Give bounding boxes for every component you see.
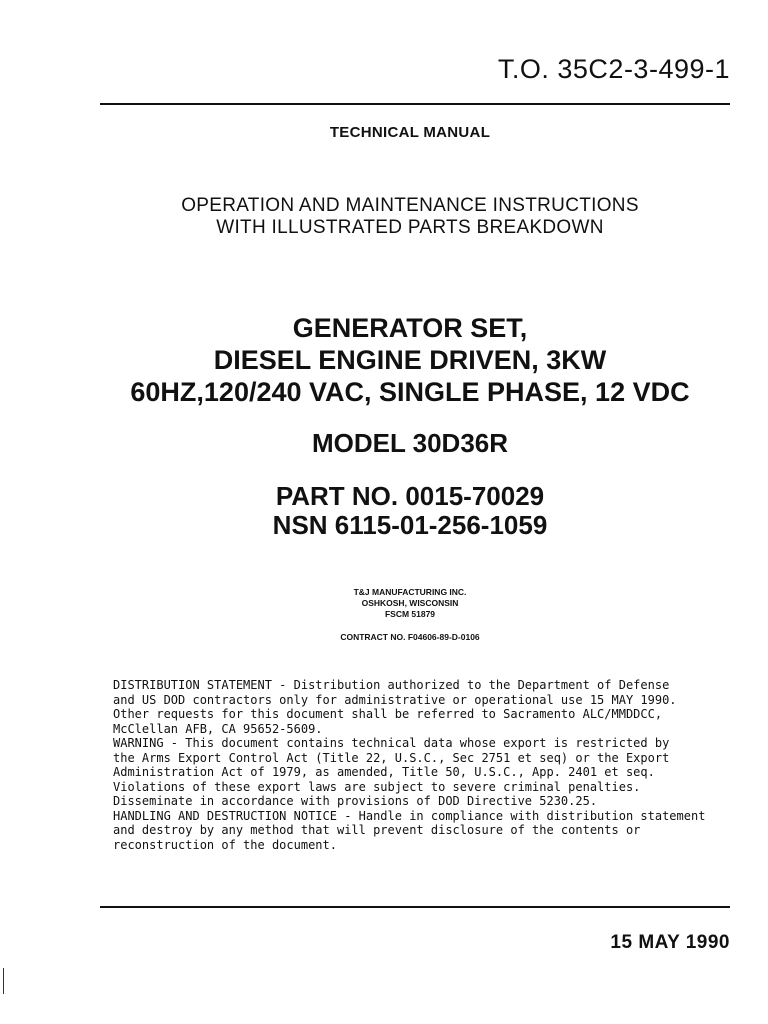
operation-title — [0, 195, 768, 239]
model-number: MODEL 30D36R — [311, 428, 509, 458]
nsn-number: NSN 6115-01-256-1059 — [272, 510, 548, 540]
manufacturer-name: T&J MANUFACTURING INC. — [353, 587, 467, 597]
part-number: PART NO. 0015-70029 — [275, 481, 545, 511]
publication-date: 15 MAY 1990 — [610, 932, 730, 953]
operation-title-line-1: OPERATION AND MAINTENANCE INSTRUCTIONS — [181, 195, 639, 216]
manufacturer-fscm: FSCM 51879 — [384, 609, 436, 619]
contract-number: CONTRACT NO. F04606-89-D-0106 — [340, 632, 480, 642]
operation-title-line-2: WITH ILLUSTRATED PARTS BREAKDOWN — [216, 217, 604, 238]
manual-type-label: TECHNICAL MANUAL — [329, 124, 491, 141]
equipment-title-line-1: GENERATOR SET, — [292, 313, 528, 343]
to-number: T.O. 35C2-3-499-1 — [497, 54, 730, 84]
part-identification — [0, 482, 768, 540]
equipment-title-line-3: 60HZ,120/240 VAC, SINGLE PHASE, 12 VDC — [130, 377, 690, 407]
top-divider — [100, 103, 730, 105]
manufacturer-block — [0, 587, 768, 620]
distribution-statement: DISTRIBUTION STATEMENT - Distribution authorized to the Department of Defense and US DOD contractors only for administrative or operational use 15 MAY 1990. Other requests for this document shall be referred to Sacramento ALC/MMDDCC, McClellan AFB, CA 95652-5609. WARNING - This document contains technical data whose export is restricted by the Arms Export Control Act (Title 22, U.S.C., Sec 2751 et seq) or the Export Administration Act of 1979, as amended, Title 50, U.S.C., App. 2401 et seq. Violations of these export laws are subject to severe criminal penalties. Disseminate in accordance with provisions of DOD Directive 5230.25. HANDLING AND DESTRUCTION NOTICE - Handle in compliance with distribution statement and destroy by any method that will prevent disclosure of the contents or reconstruction of the document. — [113, 678, 706, 852]
manufacturer-location: OSHKOSH, WISCONSIN — [361, 598, 459, 608]
bottom-divider — [100, 906, 730, 908]
equipment-title-line-2: DIESEL ENGINE DRIVEN, 3KW — [213, 345, 607, 375]
equipment-title — [0, 312, 768, 408]
margin-scan-mark — [3, 968, 4, 994]
